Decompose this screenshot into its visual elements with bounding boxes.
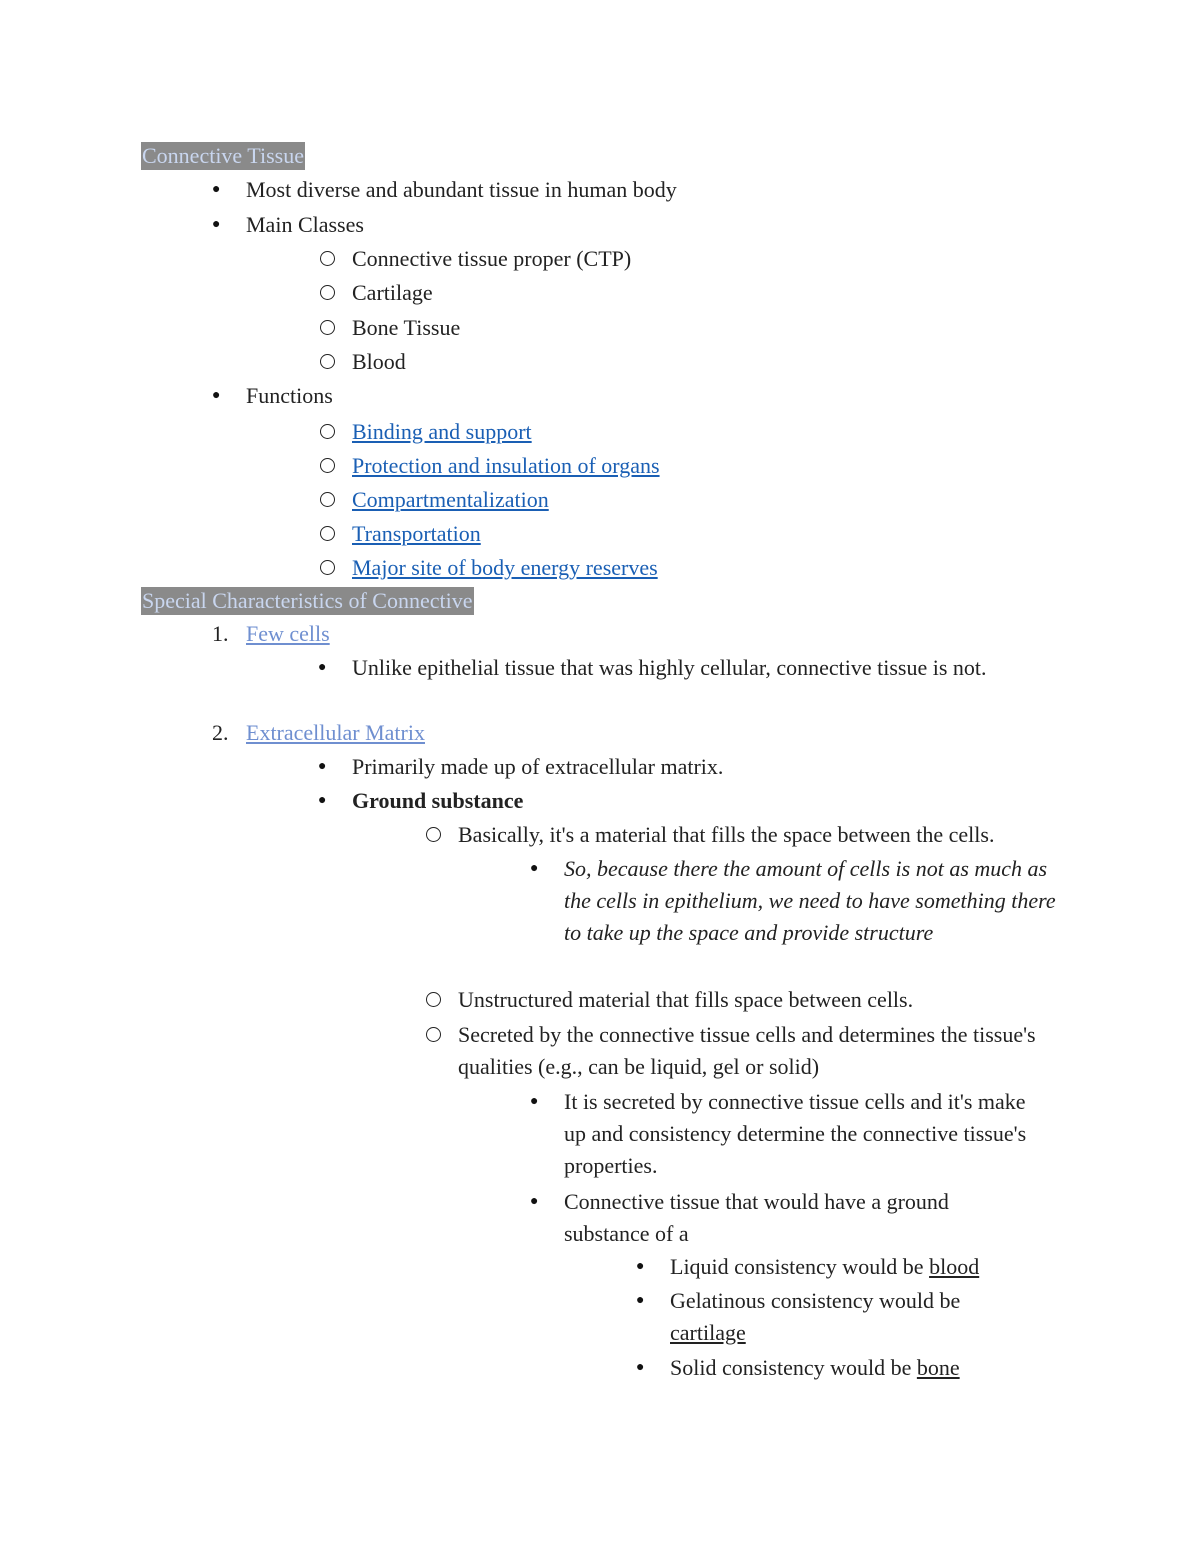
- list-item: [0, 449, 1200, 483]
- bullet-icon: ●: [636, 1259, 645, 1274]
- list-item: [0, 276, 1200, 310]
- bullet-icon: ●: [636, 1360, 645, 1375]
- list-item-text: Primarily made up of extracellular matrix.: [352, 754, 724, 779]
- list-item: [0, 242, 1200, 276]
- list-item-text: Most diverse and abundant tissue in human body: [246, 177, 677, 202]
- function-link[interactable]: Binding and support: [352, 419, 532, 444]
- list-item-text: Liquid consistency would be blood: [670, 1254, 980, 1279]
- hollow-bullet-icon: [320, 526, 335, 541]
- list-item: [0, 852, 1200, 982]
- hollow-bullet-icon: [320, 354, 335, 369]
- list-item: [0, 983, 1200, 1017]
- list-item: [0, 345, 1200, 379]
- cartilage-term: cartilage: [670, 1320, 746, 1345]
- list-item-text: Cartilage: [352, 280, 433, 305]
- bullet-icon: ●: [530, 1094, 539, 1109]
- list-item-text: Blood: [352, 349, 406, 374]
- list-item: [0, 208, 1200, 242]
- list-item: [0, 1250, 1200, 1284]
- bullet-icon: ●: [318, 660, 327, 675]
- list-item: [0, 1185, 1200, 1253]
- list-item: [0, 173, 1200, 207]
- list-item: [0, 379, 1200, 413]
- bullet-icon: ●: [212, 182, 221, 197]
- bone-term: bone: [916, 1355, 960, 1380]
- list-item-text: Bone Tissue: [352, 315, 461, 340]
- numbered-item: [0, 617, 1200, 651]
- extracellular-matrix-link[interactable]: Extracellular Matrix: [246, 720, 425, 745]
- bullet-icon: ●: [530, 1194, 539, 1209]
- list-item: [0, 483, 1200, 517]
- list-item: [0, 818, 1200, 852]
- bullet-icon: ●: [212, 217, 221, 232]
- list-item: [0, 415, 1200, 449]
- list-item-text: Solid consistency would be bone: [670, 1355, 960, 1380]
- bullet-icon: ●: [212, 388, 221, 403]
- item-number: 1.: [212, 621, 229, 646]
- list-item-text: Connective tissue that would have a ground substance of a: [564, 1189, 949, 1246]
- hollow-bullet-icon: [320, 251, 335, 266]
- hollow-bullet-icon: [320, 560, 335, 575]
- list-item-text: Connective tissue proper (CTP): [352, 246, 632, 271]
- list-item: [0, 1351, 1200, 1385]
- list-item: [0, 750, 1200, 784]
- numbered-item: [0, 716, 1200, 750]
- ground-substance-label: Ground substance: [352, 788, 524, 813]
- list-item: [0, 784, 1200, 818]
- function-link[interactable]: Transportation: [352, 521, 481, 546]
- bullet-icon: ●: [636, 1293, 645, 1308]
- hollow-bullet-icon: [320, 492, 335, 507]
- list-item: [0, 1085, 1200, 1185]
- list-item: [0, 1018, 1200, 1086]
- bullet-icon: ●: [530, 861, 539, 876]
- hollow-bullet-icon: [320, 424, 335, 439]
- list-item-text: Main Classes: [246, 212, 364, 237]
- function-link[interactable]: Compartmentalization: [352, 487, 549, 512]
- list-item: [0, 551, 1200, 585]
- few-cells-link[interactable]: Few cells: [246, 621, 330, 646]
- list-item: [0, 651, 1200, 719]
- list-item-text: Gelatinous consistency would be cartilage: [670, 1288, 961, 1345]
- hollow-bullet-icon: [320, 458, 335, 473]
- list-item: [0, 517, 1200, 551]
- list-item-text: It is secreted by connective tissue cells and it's make up and consistency determine the connective tissue's properties.: [564, 1089, 1027, 1178]
- hollow-bullet-icon: [320, 285, 335, 300]
- list-item-text: Unlike epithelial tissue that was highly cellular, connective tissue is not.: [352, 655, 987, 680]
- list-item-text: Functions: [246, 383, 333, 408]
- blood-term: blood: [929, 1254, 980, 1279]
- list-item-text: So, because there the amount of cells is not as much as the cells in epithelium, we need to have something there to take up the space and provide structure: [564, 856, 1056, 945]
- list-item: [0, 311, 1200, 345]
- bullet-icon: ●: [318, 759, 327, 774]
- hollow-bullet-icon: [426, 1027, 441, 1042]
- function-link[interactable]: Major site of body energy reserves: [352, 555, 658, 580]
- section-heading-special-characteristics: Special Characteristics of Connective: [142, 588, 473, 613]
- hollow-bullet-icon: [320, 320, 335, 335]
- list-item: [0, 1284, 1200, 1352]
- function-link[interactable]: Protection and insulation of organs: [352, 453, 660, 478]
- list-item-text: Basically, it's a material that fills the space between the cells.: [458, 822, 995, 847]
- item-number: 2.: [212, 720, 229, 745]
- hollow-bullet-icon: [426, 992, 441, 1007]
- bullet-icon: ●: [318, 793, 327, 808]
- hollow-bullet-icon: [426, 827, 441, 842]
- list-item-text: Unstructured material that fills space between cells.: [458, 987, 914, 1012]
- list-item-text: Secreted by the connective tissue cells and determines the tissue's qualities (e.g., can be liquid, gel or solid): [458, 1022, 1036, 1079]
- section-heading-connective-tissue: Connective Tissue: [142, 143, 304, 168]
